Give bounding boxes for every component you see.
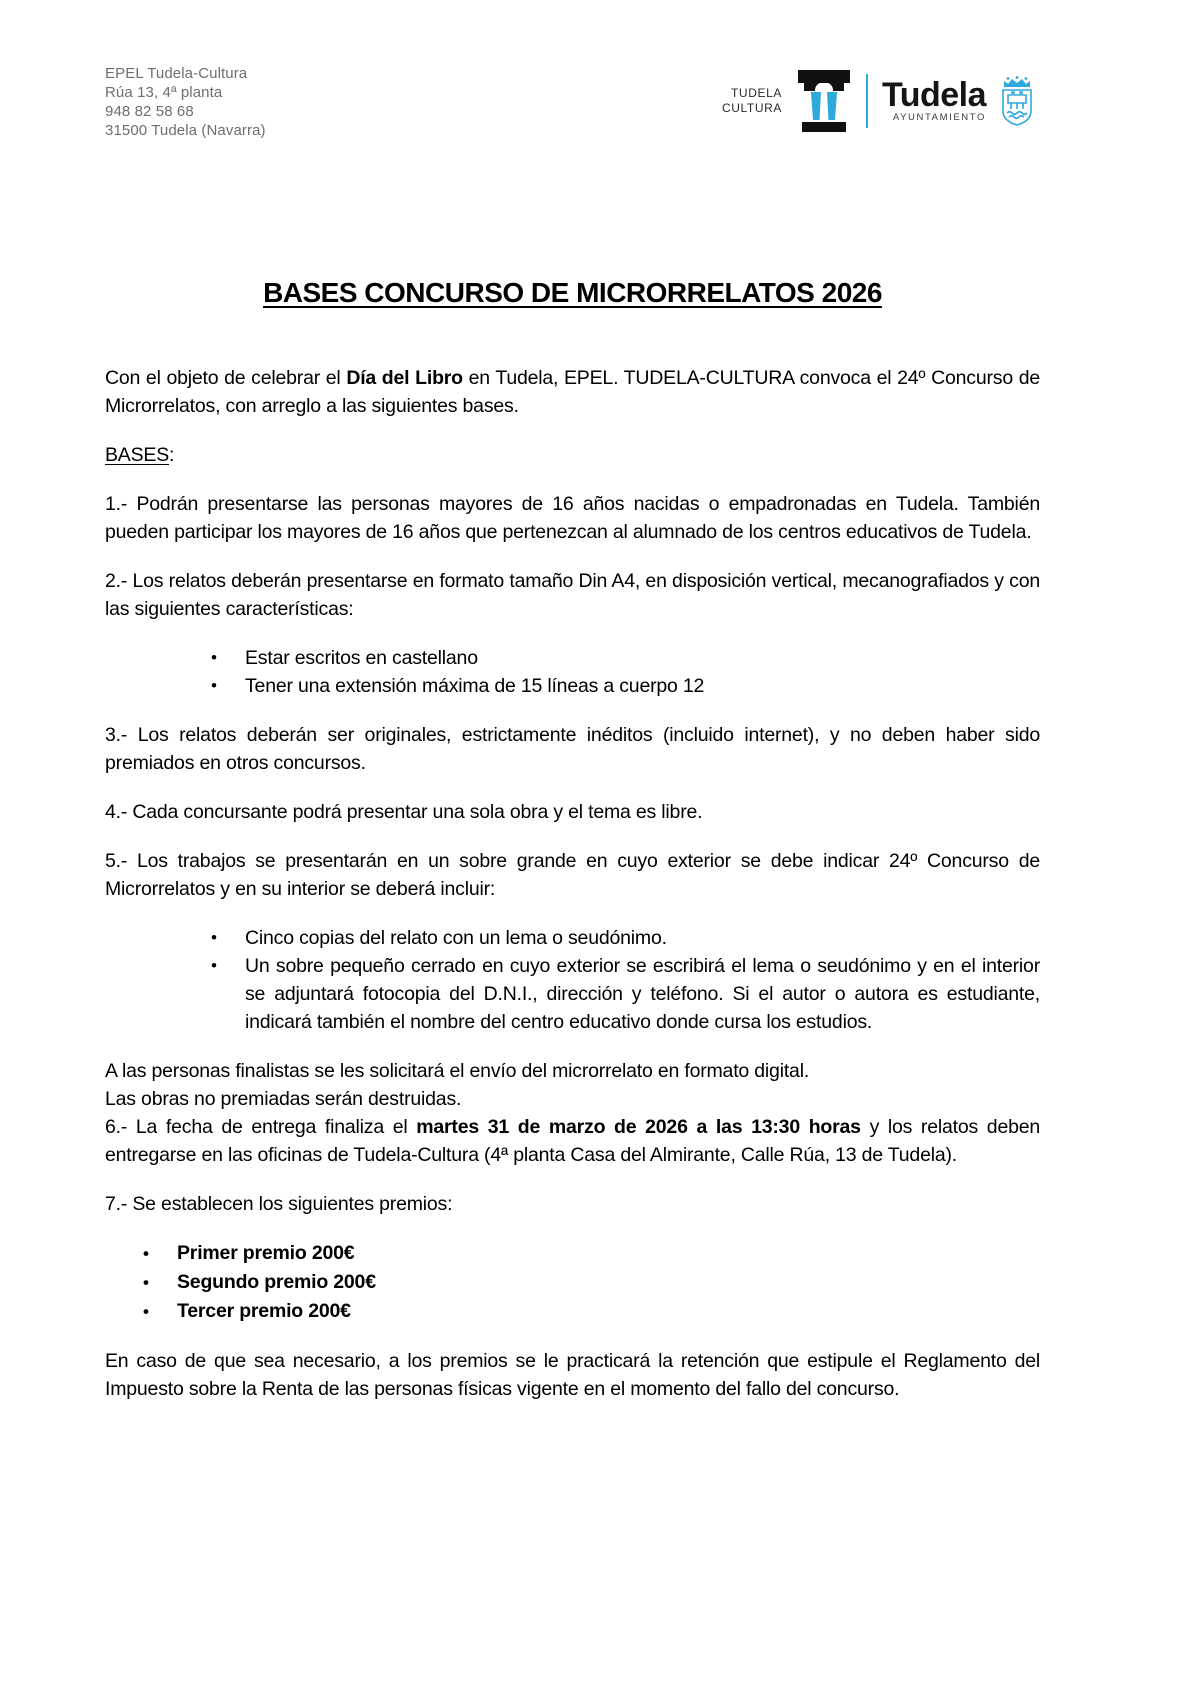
section-6-text-cont: y los relatos deben entregarse en las oficinas de Tudela-Cultura (4ª planta Casa del Almirante, Calle Rúa, 13 de Tudela). [105,1116,1041,1166]
address-line: Rúa 13, 4ª planta [105,84,223,101]
intro-text: Con el objeto de celebrar el [105,367,347,389]
list-item: • Cinco copias del relato con un lema o seudónimo. [205,924,1040,952]
intro-bold-dia-del-libro: Día del Libro [346,367,463,389]
list-item: • Tener una extensión máxima de 15 líneas a cuerpo 12 [205,672,1040,700]
address-line: 31500 Tudela (Navarra) [105,122,266,139]
section-4: 4.- Cada concursante podrá presentar una sola obra y el tema es libre. [105,801,703,823]
section-5-bullet-list [105,924,1040,1036]
prize-item-third: • Tercer premio 200€ [137,1297,1040,1326]
intro-paragraph [105,364,1040,420]
list-item: • Un sobre pequeño cerrado en cuyo exterior se escribirá el lema o seudónimo y en el interior se adjuntará fotocopia del D.N.I., dirección y teléfono. Si el autor o autora es estudiante, indicará también el nombre del centro educativo donde cursa los estudios. [205,952,1040,1036]
tudela-cultura-label-line1: TUDELA [731,86,782,100]
address-line: 948 82 58 68 [105,103,194,120]
address-line: EPEL Tudela-Cultura [105,65,248,82]
prize-list [105,1239,1040,1326]
section-6 [105,1113,1040,1169]
prize-item-second: • Segundo premio 200€ [137,1268,1040,1297]
document-body [105,0,1040,1403]
section-7: 7.- Se establecen los siguientes premios: [105,1193,453,1215]
tudela-cultura-label-line2: CULTURA [721,101,782,115]
section-6-deadline-bold: martes 31 de marzo de 2026 a las 13:30 horas [416,1116,861,1138]
section-5: 5.- Los trabajos se presentarán en un sobre grande en cuyo exterior se debe indicar 24º Concurso de Microrrelatos y en su interior se deberá incluir: [105,850,1040,900]
page-title-text: BASES CONCURSO DE MICRORRELATOS 2026 [263,277,882,308]
bases-heading [105,441,1040,469]
page-title [105,276,1040,309]
section-1: 1.- Podrán presentarse las personas mayores de 16 años nacidas o empadronadas en Tudela. También pueden participar los mayores de 16 años que pertenezcan al alumnado de los centros educativos de Tudela. [105,493,1040,543]
bases-heading-colon: : [169,444,175,466]
prize-item-first: • Primer premio 200€ [137,1239,1040,1268]
finalists-note: A las personas finalistas se les solicitará el envío del microrrelato en formato digital. [105,1060,810,1082]
ayuntamiento-name: Tudela [881,76,986,114]
intro-text-cont: en Tudela, EPEL. TUDELA-CULTURA convoca el 24º Concurso de Microrrelatos, con arreglo a las siguientes bases. [105,367,1041,417]
section-2: 2.- Los relatos deberán presentarse en formato tamaño Din A4, en disposición vertical, mecanografiados y con las siguientes características: [105,570,1040,620]
section-6-text: 6.- La fecha de entrega finaliza el [105,1116,417,1138]
closing-paragraph: En caso de que sea necesario, a los premios se le practicará la retención que estipule el Reglamento del Impuesto sobre la Renta de las personas físicas vigente en el momento del fallo del concurso. [105,1350,1040,1400]
ayuntamiento-subtitle: AYUNTAMIENTO [892,112,986,123]
bases-heading-label: BASES [105,444,170,466]
section-3: 3.- Los relatos deberán ser originales, estrictamente inéditos (incluido internet), y no deben haber sido premiados en otros concursos. [105,724,1040,774]
destroyed-note: Las obras no premiadas serán destruidas. [105,1088,462,1110]
section-2-bullet-list [105,644,1040,700]
list-item: • Estar escritos en castellano [205,644,1040,672]
